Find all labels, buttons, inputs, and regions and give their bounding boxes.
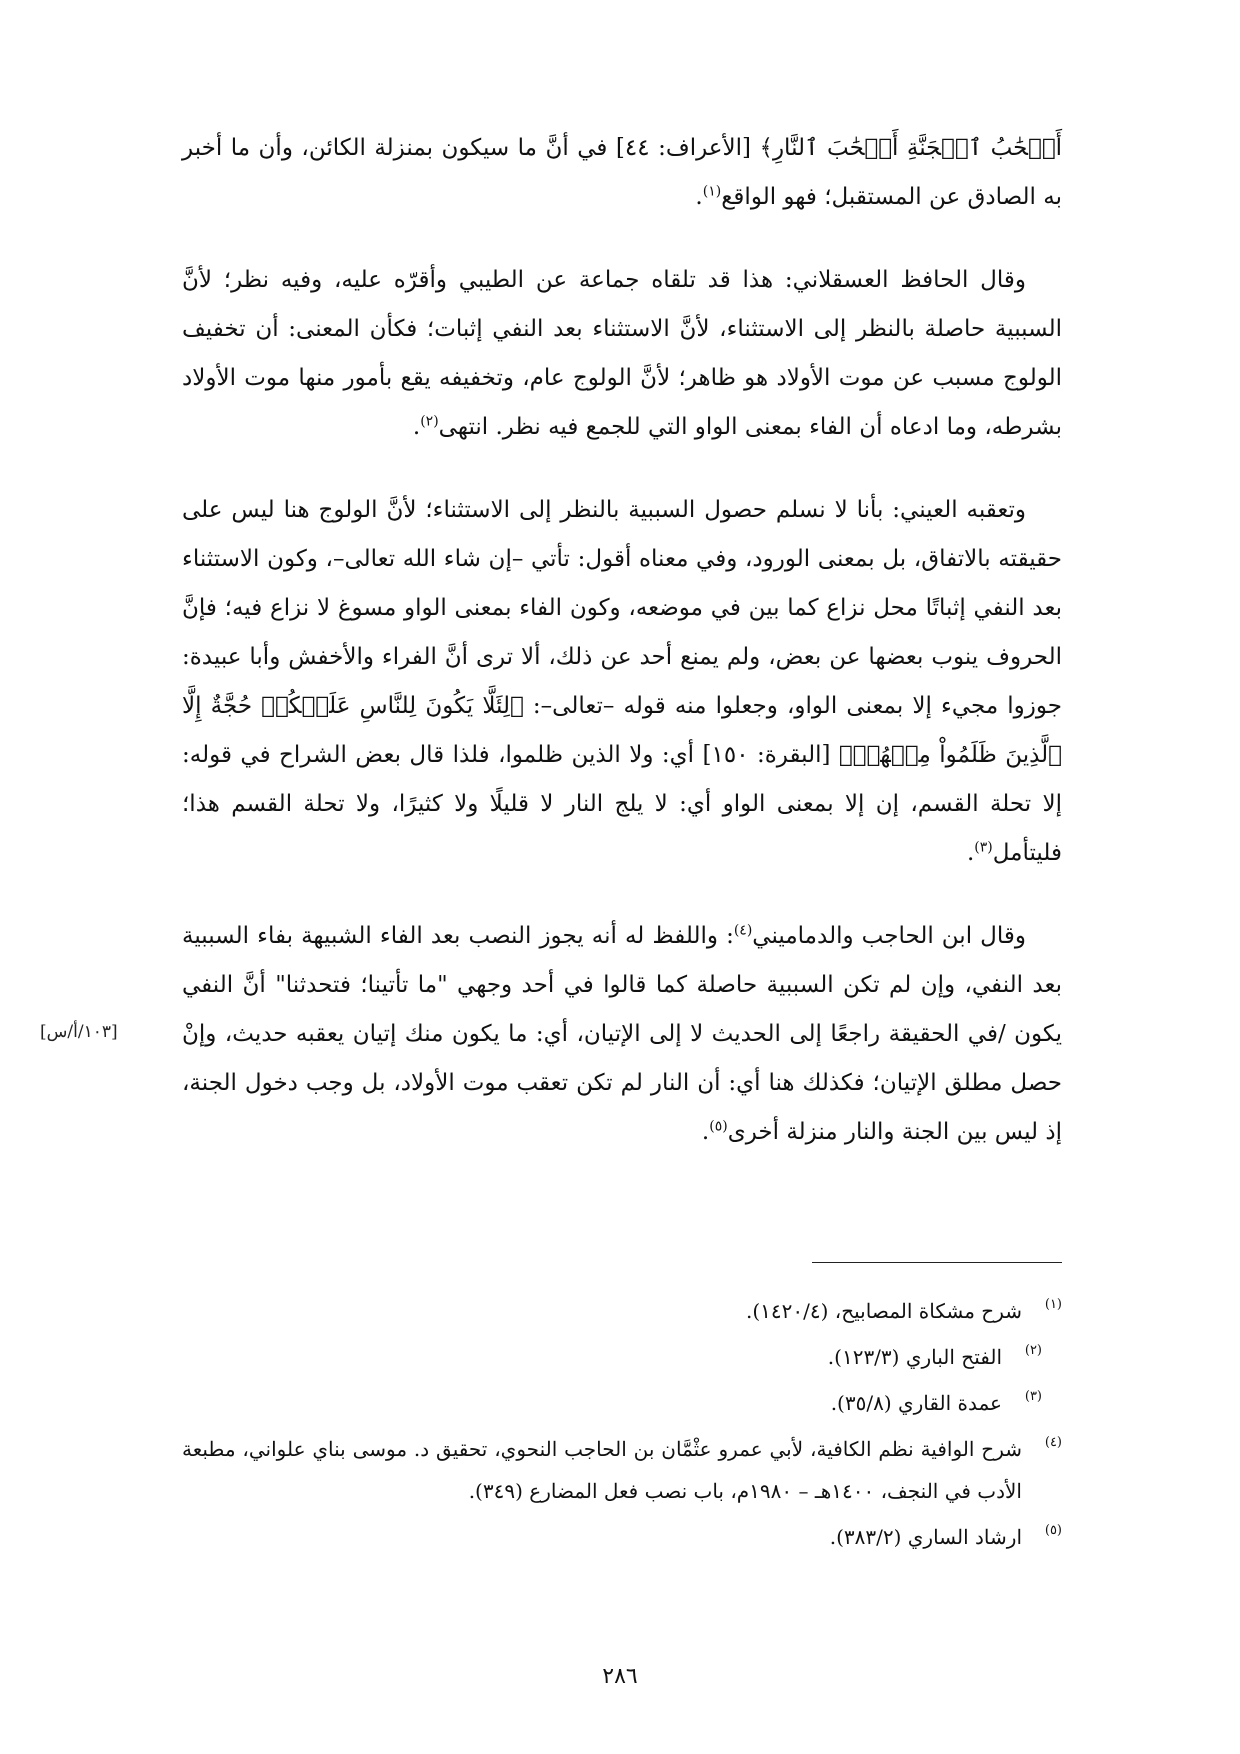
footnote-divider — [812, 1262, 1062, 1263]
footnote-text: الفتح الباري (١٢٣/٣). — [827, 1345, 1002, 1369]
paragraph-text: وقال الحافظ العسقلاني: هذا قد تلقاه جماعة عن الطيبي وأقرّه عليه، وفيه نظر؛ لأنَّ السببية حاصلة بالنظر إلى الاستثناء، لأنَّ الاستثناء بعد النفي إثبات؛ فكأن المعنى: أن تخفيف الولوج مسبب عن موت الأولاد هو ظاهر؛ لأنَّ الولوج عام، وتخفيفه يقع بأمور منها موت الأولاد بشرطه، وما ادعاه أن الفاء بمعنى الواو التي للجمع فيه نظر. انتهى — [182, 267, 1062, 440]
main-text — [182, 124, 1062, 1191]
footnote-ref: (٥) — [709, 1118, 728, 1135]
footnote-text: عمدة القاري (٣٥/٨). — [830, 1391, 1002, 1415]
punctuation: . — [701, 1119, 710, 1145]
footnote-2 — [182, 1336, 1062, 1378]
paragraph-4 — [182, 912, 1062, 1157]
footnote-text: شرح الوافية نظم الكافية، لأبي عمرو عثْمَّان بن الحاجب النحوي، تحقيق د. موسى بناي علواني، مطبعة الأدب في النجف، ١٤٠٠هـ – ١٩٨٠م، باب نصب فعل المضارع (٣٤٩). — [182, 1437, 1022, 1503]
paragraph-text: وتعقبه العيني: بأنا لا نسلم حصول السببية بالنظر إلى الاستثناء؛ لأنَّ الولوج هنا ليس على حقيقته بالاتفاق، بل بمعنى الورود، وفي معناه أقول: تأتي –إن شاء الله تعالى–، وكون الاستثناء بعد النفي إثباتًا محل نزاع كما بين في موضعه، وكون الفاء بمعنى الواو مسوغ لا نزاع فيه؛ فإنَّ الحروف ينوب بعضها عن بعض، ولم يمنع أحد عن ذلك، ألا ترى أنَّ الفراء والأخفش وأبا عبيدة: جوزوا مجيء إلا بمعنى الواو، وجعلوا منه قوله –تعالى–: ﴿لِئَلَّا يَكُونَ لِلنَّاسِ عَلَيۡكُمۡ حُجَّةٌ إِلَّا ٱلَّذِينَ ظَلَمُواْ مِنۡهُمۡ﴾ [البقرة: ١٥٠] أي: ولا الذين ظلموا، فلذا قال بعض الشراح في قوله: إلا تحلة القسم، إن إلا بمعنى الواو أي: لا يلج النار لا قليلًا ولا كثيرًا، ولا تحلة القسم هذا؛ فليتأمل — [182, 497, 1062, 866]
page-number: ٢٨٦ — [602, 1664, 638, 1689]
footnote-ref: (٤) — [733, 922, 753, 939]
paragraph-text: أَصۡحَٰبُ ٱلۡجَنَّةِ أَصۡحَٰبَ ٱلنَّارِ﴾ [الأعراف: ٤٤] في أنَّ ما سيكون بمنزلة الكائن، وأن ما أخبر به الصادق عن المستقبل؛ فهو الواقع — [182, 135, 1063, 210]
footnote-ref: (١) — [702, 183, 722, 200]
footnote-text: شرح مشكاة المصابيح، (١٤٢٠/٤). — [746, 1299, 1022, 1323]
paragraph-3 — [182, 486, 1062, 878]
paragraph-text: : واللفظ له أنه يجوز النصب بعد الفاء الشبيهة بفاء السببية بعد النفي، وإن لم تكن السببية حاصلة كما قالوا في أحد وجهي "ما تأتينا؛ فتحدثنا" أنَّ النفي يكون /في الحقيقة راجعًا إلى الحديث لا إلى الإتيان، أي: ما يكون منك إتيان يعقبه حديث، وإنْ حصل مطلق الإتيان؛ فكذلك هنا أي: أن النار لم تكن تعقب موت الأولاد، بل وجب دخول الجنة، إذ ليس بين الجنة والنار منزلة أخرى — [182, 923, 1062, 1145]
paragraph-1 — [182, 124, 1062, 222]
footnote-4 — [182, 1428, 1062, 1512]
punctuation: . — [966, 840, 975, 866]
footnote-ref: (٢) — [420, 413, 439, 430]
paragraph-text: وقال ابن الحاجب والدماميني — [752, 923, 1026, 949]
punctuation: . — [412, 414, 421, 440]
manuscript-margin-note: [١٠٣/أ/س] — [40, 1022, 118, 1042]
footnotes — [182, 1290, 1062, 1562]
footnote-ref: (٣) — [974, 839, 993, 856]
punctuation: . — [695, 184, 703, 210]
footnote-3 — [182, 1382, 1062, 1424]
paragraph-2 — [182, 256, 1062, 452]
footnote-5 — [182, 1516, 1062, 1558]
footnote-number: (٣) — [1024, 1389, 1042, 1404]
footnote-number: (٢) — [1024, 1343, 1042, 1358]
footnote-number: (٥) — [1044, 1523, 1062, 1538]
footnote-text: ارشاد الساري (٣٨٣/٢). — [829, 1525, 1022, 1549]
footnote-1 — [182, 1290, 1062, 1332]
footnote-number: (٤) — [1044, 1435, 1062, 1450]
footnote-number: (١) — [1044, 1297, 1062, 1312]
